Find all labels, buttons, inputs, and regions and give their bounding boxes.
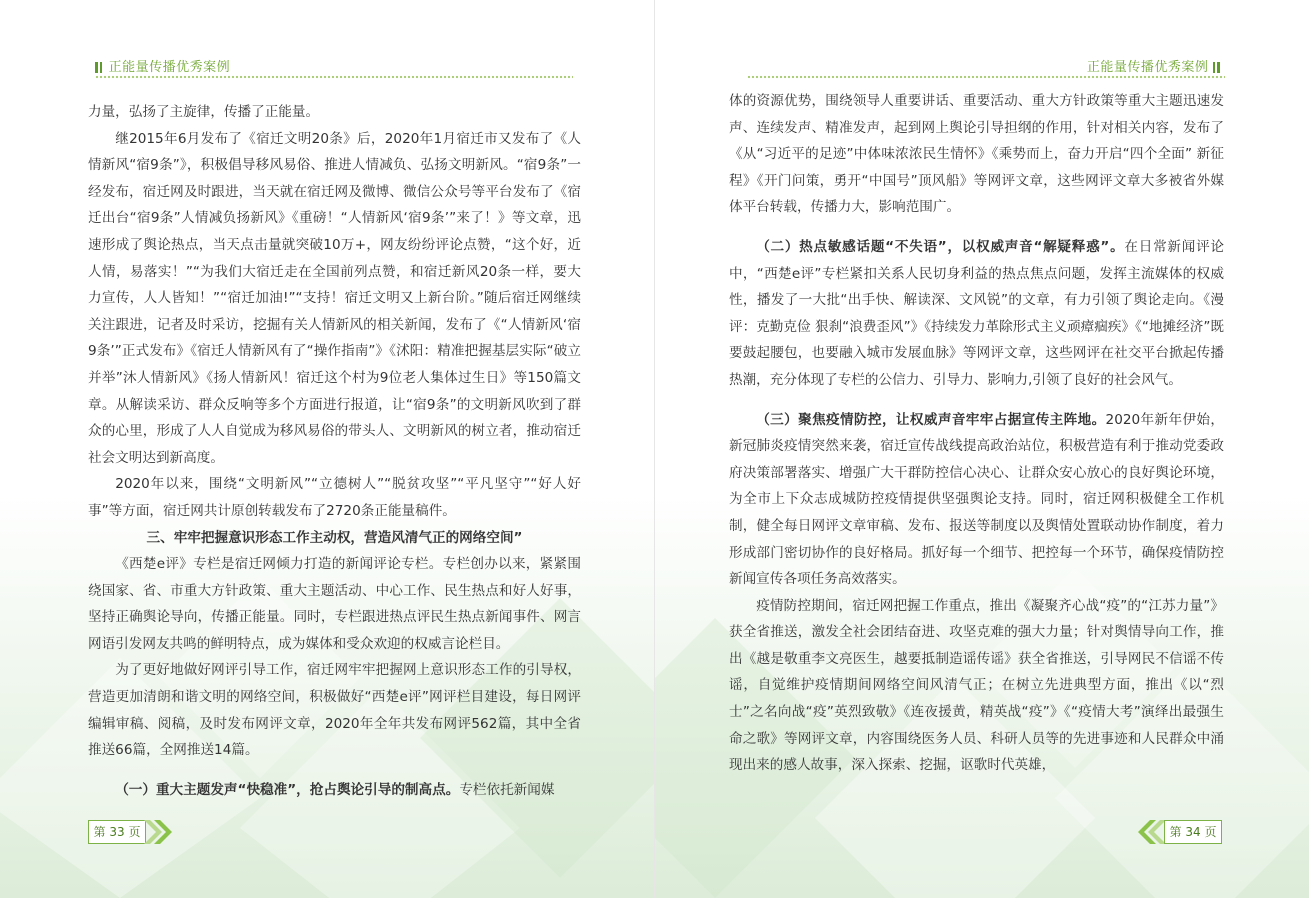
header-dotted-rule-right	[747, 75, 1225, 79]
paragraph: 力量，弘扬了主旋律，传播了正能量。	[88, 104, 320, 120]
running-header-right	[1087, 56, 1222, 75]
running-header-left	[95, 56, 230, 75]
paragraph	[729, 234, 1224, 394]
page-number-label: 第 33 页	[88, 820, 146, 844]
right-page	[654, 0, 1309, 898]
chevron-right-icon	[142, 818, 176, 846]
header-bars-icon	[1213, 60, 1222, 75]
section-heading: 三、牢牢把握意识形态工作主动权，营造风清气正的网络空间”	[146, 529, 523, 546]
left-page-body	[88, 99, 581, 803]
header-bars-icon	[95, 60, 104, 75]
paragraph-text: 在日常新闻评论中，“西楚e评”专栏紧扣关系人民切身利益的热点焦点问题，发挥主流媒体的权威性，播发了一大批“出手快、解读深、文风锐”的文章，有力引领了舆论走向。《漫评：克勤克俭 狠刹“浪费歪风”》《持续发力革除形式主义顽瘴痼疾》《“地摊经济”既要鼓起腰包，也要融入城市发展血脉》等网评文章，这些网评在社交平台掀起传播热潮，充分体现了专栏的公信力、引导力、影响力,引领了良好的社会风气。	[729, 238, 1224, 388]
subsection-heading: （一）重大主题发声“快稳准”，抢占舆论引导的制高点。	[115, 781, 460, 798]
header-dotted-rule-left	[95, 75, 573, 79]
paragraph-text: 2020年新年伊始，新冠肺炎疫情突然来袭，宿迁宣传战线提高政治站位，积极营造有利于推动党委政府决策部署落实、增强广大干群防控信心决心、让群众安心放心的良好舆论环境，为全市上下众志成城防控疫情提供坚强舆论支持。同时，宿迁网积极健全工作机制，健全每日网评文章审稿、发布、报送等制度以及舆情处置联动协作制度，着力形成部门密切协作的良好格局。抓好每一个细节、把控每一个环节，确保疫情防控新闻宣传各项任务高效落实。	[729, 411, 1224, 588]
left-page	[0, 0, 654, 898]
paragraph	[88, 777, 581, 804]
paragraph-text: 专栏依托新闻媒	[459, 781, 555, 798]
paragraph	[729, 407, 1224, 593]
chevron-left-icon	[1134, 818, 1168, 846]
paragraph: 为了更好地做好网评引导工作，宿迁网牢牢把握网上意识形态工作的引导权，营造更加清朗和谐文明的网络空间，积极做好“西楚e评”网评栏目建设，每日网评编辑审稿、阅稿，及时发布网评文章，2020年全年共发布网评562篇，其中全省推送66篇，全网推送14篇。	[88, 662, 581, 759]
paragraph: 继2015年6月发布了《宿迁文明20条》后，2020年1月宿迁市又发布了《人情新风“宿9条”》，积极倡导移风易俗、推进人情减负、弘扬文明新风。“宿9条”一经发布，宿迁网及时跟进，当天就在宿迁网及微博、微信公众号等平台发布了《宿迁出台“宿9条”人情减负扬新风》《重磅！“人情新风‘宿9条’”来了！》等文章，迅速形成了舆论热点，当天点击量就突破10万+，网友纷纷评论点赞，“这个好，近人情，易落实！”“为我们大宿迁走在全国前列点赞，和宿迁新风20条一样，要大力宣传，人人皆知！”“宿迁加油!”“支持！宿迁文明又上新台阶。”随后宿迁网继续关注跟进，记者及时采访，挖掘有关人情新风的相关新闻，发布了《“人情新风‘宿9条’”正式发布》《宿迁人情新风有了“操作指南”》《沭阳：精准把握基层实际“破立并举”沐人情新风》《扬人情新风！宿迁这个村为9位老人集体过生日》等150篇文章。从解读采访、群众反响等多个方面进行报道，让“宿9条”的文明新风吹到了群众的心里，形成了人人自觉成为移风易俗的带头人、文明新风的树立者，推动宿迁社会文明达到新高度。	[88, 130, 581, 466]
paragraph: 《西楚e评》专栏是宿迁网倾力打造的新闻评论专栏。专栏创办以来，紧紧围绕国家、省、市重大方针政策、重大主题活动、中心工作、民生热点和好人好事，坚持正确舆论导向，传播正能量。同时，专栏跟进热点评民生热点新闻事件、网言网语引发网友共鸣的鲜明特点，成为媒体和受众欢迎的权威言论栏目。	[88, 556, 581, 652]
page-number-right	[1132, 820, 1222, 844]
right-page-body	[729, 88, 1224, 779]
header-title-right: 正能量传播优秀案例	[1086, 60, 1209, 75]
page-number-left	[88, 820, 178, 844]
paragraph: 体的资源优势，围绕领导人重要讲话、重要活动、重大方针政策等重大主题迅速发声、连续发声、精准发声，起到网上舆论引导担纲的作用，针对相关内容，发布了《从“习近平的足迹”中体味浓浓民生情怀》《乘势而上，奋力开启“四个全面” 新征程》《开门问策，勇开“中国号”顶风船》等网评文章，这些网评文章大多被省外媒体平台转载，传播力大，影响范围广。	[729, 93, 1224, 216]
header-title-left: 正能量传播优秀案例	[108, 60, 231, 75]
paragraph: 疫情防控期间，宿迁网把握工作重点，推出《凝聚齐心战“疫”的“江苏力量”》获全省推送，激发全社会团结奋进、攻坚克难的强大力量；针对舆情导向工作，推出《越是敬重李文亮医生，越要抵制造谣传谣》获全省推送，引导网民不信谣不传谣，自觉维护疫情期间网络空间风清气正；在树立先进典型方面，推出《以“烈士”之名向战“疫”英烈致敬》《连夜援黄，精英战“疫”》《“疫情大考”演绎出最强生命之歌》等网评文章，内容围绕医务人员、科研人员等的先进事迹和人民群众中涌现出来的感人故事，深入探索、挖掘，讴歌时代英雄，	[729, 597, 1224, 774]
subsection-heading: （三）聚焦疫情防控，让权威声音牢牢占据宣传主阵地。	[756, 411, 1106, 428]
subsection-heading: （二）热点敏感话题“不失语”，以权威声音“解疑释惑”。	[756, 238, 1125, 255]
paragraph: 2020年以来，围绕“文明新风”“立德树人”“脱贫攻坚”“平凡坚守”“好人好事”等方面，宿迁网共计原创转载发布了2720条正能量稿件。	[88, 476, 581, 519]
page-number-label: 第 34 页	[1164, 820, 1222, 844]
